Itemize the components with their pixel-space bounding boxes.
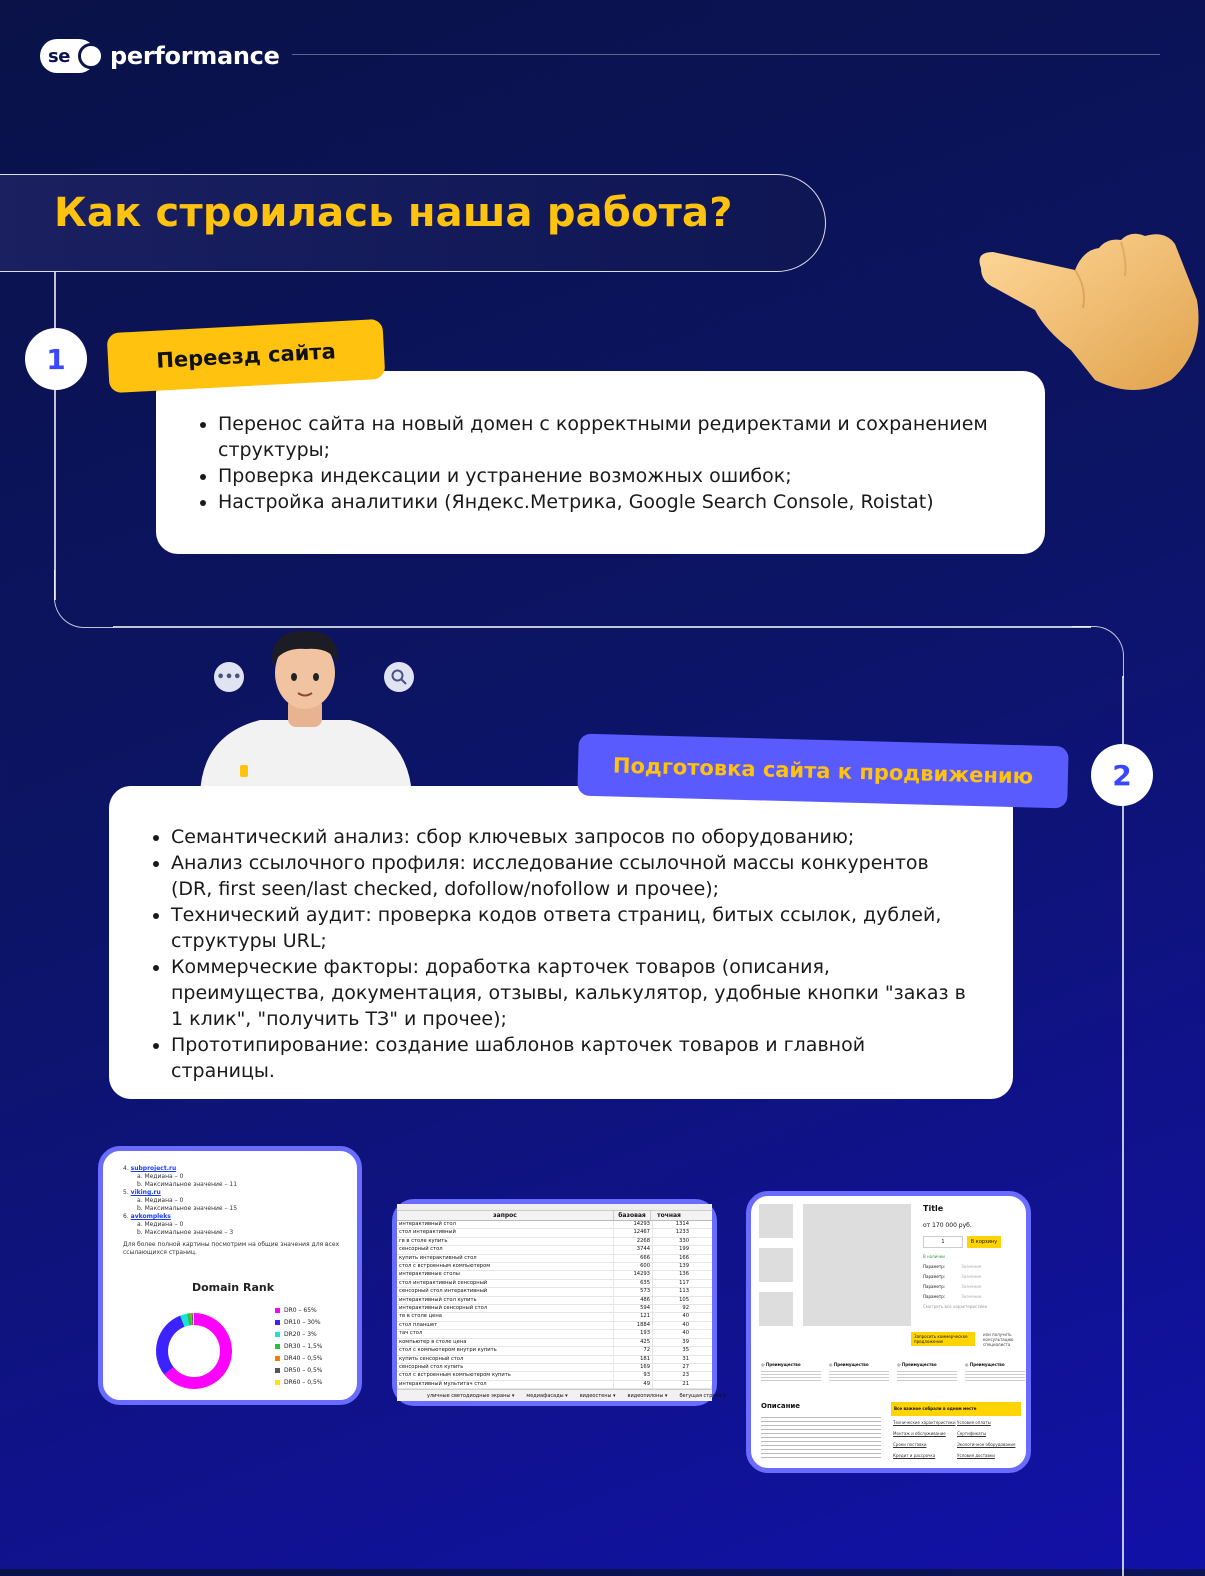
person-illustration [190, 625, 420, 795]
table-cell: 40 [652, 1313, 691, 1320]
table-row [397, 1381, 712, 1389]
legend-label: DR60 – 0,5% [284, 1379, 323, 1386]
step-number: 1 [46, 342, 66, 376]
info-link[interactable]: Монтаж и обслуживание [893, 1431, 946, 1436]
advantage-item [897, 1362, 957, 1383]
table-row [397, 1297, 712, 1305]
product-params [923, 1264, 981, 1304]
list-item: • Коммерческие факторы: доработка карточек товаров (описания, преимущества, документация, отзывы, калькулятор, удобные кнопки "заказ в 1 клик", "получить ТЗ" и прочее); [171, 954, 973, 1032]
table-row [397, 1280, 712, 1288]
table-cell: 121 [613, 1313, 652, 1320]
list-sub-item: a. Медиана – 0 [137, 1197, 184, 1204]
table-cell: 1884 [613, 1322, 652, 1329]
table-cell: 3744 [613, 1246, 652, 1253]
spreadsheet-thumbnail [392, 1199, 726, 1406]
step-label-text: Подготовка сайта к продвижению [612, 753, 1034, 789]
advantage-title: ◎ Преимущество [829, 1362, 869, 1367]
table-row [397, 1347, 712, 1355]
step-number-badge [25, 328, 87, 390]
all-specs-link[interactable]: Смотреть все характеристики [923, 1304, 988, 1309]
table-cell: 92 [652, 1305, 691, 1312]
info-link[interactable]: Кредит и рассрочка [893, 1453, 936, 1458]
domain-rank-donut [149, 1306, 239, 1396]
step-list [196, 411, 1005, 515]
table-cell: стол с встроенным компьютером [399, 1263, 491, 1270]
table-row [397, 1305, 712, 1313]
consult-text: или получить консультацию специалиста [983, 1332, 1014, 1347]
connector-curve [54, 570, 114, 628]
table-cell: стол интерактивный сенсорный [399, 1279, 488, 1286]
param-row [923, 1274, 981, 1279]
header-divider [292, 54, 1160, 55]
table-cell: стол планшет [399, 1321, 438, 1328]
advantage-text [897, 1369, 957, 1383]
list-sub-item: b. Максимальное значение – 15 [137, 1205, 238, 1212]
table-cell: 93 [613, 1372, 652, 1379]
param-row [923, 1264, 981, 1269]
table-row [397, 1246, 712, 1254]
brand-logo [40, 38, 280, 74]
table-cell: 425 [613, 1339, 652, 1346]
connector-line [54, 390, 56, 600]
list-number: 5. [123, 1189, 129, 1196]
image-placeholder [759, 1204, 793, 1238]
table-cell: сенсорный стол интерактивный [399, 1288, 488, 1295]
legend-label: DR0 – 65% [284, 1307, 317, 1314]
sheet-tab[interactable]: бегущая строка ▾ [679, 1392, 726, 1399]
table-cell: интерактивный сенсорный стол [399, 1305, 488, 1312]
table-row [397, 1288, 712, 1296]
more-icon: ••• [214, 662, 244, 692]
chart-title: Domain Rank [191, 1281, 275, 1294]
table-cell: 49 [613, 1381, 652, 1388]
table-cell: 181 [613, 1356, 652, 1363]
step-card [156, 371, 1045, 554]
logo-circle-icon [78, 43, 104, 69]
param-value: Значение [961, 1284, 982, 1289]
description-heading: Описание [761, 1402, 801, 1410]
connector-line [54, 272, 56, 330]
table-cell: 31 [652, 1356, 691, 1363]
stock-status: В наличии [923, 1254, 945, 1259]
table-cell: стол с встроенным компьютером купить [399, 1372, 511, 1379]
sheet-tab[interactable]: видеостены ▾ [579, 1392, 616, 1399]
advantage-title: ◎ Преимущество [965, 1362, 1005, 1367]
table-row [397, 1229, 712, 1237]
legend-swatch [275, 1320, 280, 1325]
legend-item [275, 1367, 322, 1374]
pointing-hand-icon [975, 230, 1205, 400]
report-list-item [123, 1165, 343, 1189]
site-link[interactable]: subproject.ru [130, 1165, 177, 1172]
list-item: • Проверка индексации и устранение возможных ошибок; [218, 463, 1005, 489]
table-cell: 14293 [613, 1271, 652, 1278]
table-cell: 1314 [652, 1221, 691, 1228]
quantity-stepper[interactable]: 1 [923, 1236, 963, 1248]
legend-swatch [275, 1344, 280, 1349]
table-cell: 573 [613, 1288, 652, 1295]
info-link[interactable]: Экологичное оборудование [957, 1442, 1016, 1447]
table-row [397, 1339, 712, 1347]
legend-item [275, 1319, 322, 1326]
table-cell: 113 [652, 1288, 691, 1295]
table-cell: стол интерактивный [399, 1229, 456, 1236]
table-cell: 136 [652, 1271, 691, 1278]
report-list-item [123, 1189, 343, 1213]
step-list [149, 824, 973, 1084]
table-cell: 1233 [652, 1229, 691, 1236]
table-cell: 635 [613, 1280, 652, 1287]
list-sub-item: a. Медиана – 0 [137, 1173, 184, 1180]
connector-curve [1072, 626, 1124, 678]
report-list [123, 1165, 343, 1237]
param-label: Параметр: [923, 1294, 946, 1299]
legend-label: DR30 – 1,5% [284, 1343, 323, 1350]
legend-label: DR20 – 3% [284, 1331, 317, 1338]
table-cell: компьютер в столе цена [399, 1338, 467, 1345]
table-row [397, 1263, 712, 1271]
info-link[interactable]: Условия доставки [957, 1453, 995, 1458]
param-row [923, 1284, 981, 1289]
advantage-text [761, 1369, 821, 1383]
site-link[interactable]: viking.ru [130, 1189, 161, 1196]
list-item: • Настройка аналитики (Яндекс.Метрика, Google Search Console, Roistat) [218, 489, 1005, 515]
image-placeholder [759, 1292, 793, 1326]
table-cell: 166 [652, 1255, 691, 1262]
legend-item [275, 1331, 322, 1338]
step-number-badge [1091, 744, 1153, 806]
legend-swatch [275, 1380, 280, 1385]
table-cell: 72 [613, 1347, 652, 1354]
table-cell: 39 [652, 1339, 691, 1346]
info-block-title: Все важное собрали в одном месте [891, 1402, 1021, 1416]
table-cell: 193 [613, 1330, 652, 1337]
product-title: Title [923, 1204, 944, 1213]
image-main-placeholder [803, 1204, 911, 1326]
table-cell: 40 [652, 1322, 691, 1329]
list-sub-item: a. Медиана – 0 [137, 1221, 184, 1228]
table-row [397, 1271, 712, 1279]
table-cell: 35 [652, 1347, 691, 1354]
table-cell: 330 [652, 1238, 691, 1245]
advantage-text [829, 1369, 889, 1383]
table-cell: интерактивный стол [399, 1221, 456, 1227]
table-row [397, 1255, 712, 1263]
table-cell: интерактивный мультитач стол [399, 1380, 487, 1387]
table-row [397, 1322, 712, 1330]
table-cell: стол с компьютером внутри купить [399, 1347, 497, 1354]
table-cell: купить сенсорный стол [399, 1355, 464, 1362]
advantage-title: ◎ Преимущество [897, 1362, 937, 1367]
legend-label: DR50 – 0,5% [284, 1367, 323, 1374]
sheet-header-cell: точная [650, 1211, 687, 1220]
legend-item [275, 1343, 322, 1350]
info-links [893, 1420, 1021, 1458]
table-row [397, 1313, 712, 1321]
legend-swatch [275, 1368, 280, 1373]
list-item: • Прототипирование: создание шаблонов карточек товаров и главной страницы. [171, 1032, 973, 1084]
param-row [923, 1294, 981, 1299]
table-row [397, 1372, 712, 1380]
table-cell: 12467 [613, 1229, 652, 1236]
sheet-header-cell: запрос [493, 1212, 517, 1219]
table-cell: 594 [613, 1305, 652, 1312]
step-label-text: Переезд сайта [155, 339, 337, 373]
request-offer-button[interactable]: Запросить коммерческое предложение [911, 1332, 975, 1346]
table-cell: 27 [652, 1364, 691, 1371]
legend-item [275, 1307, 322, 1314]
legend-label: DR10 – 30% [284, 1319, 321, 1326]
param-value: Значение [961, 1274, 982, 1279]
report-note: Для более полной картины посмотрим на общие значения для всех ссылающихся страниц. [123, 1241, 340, 1256]
chart-legend [275, 1307, 322, 1391]
table-cell: интерактивные столы [399, 1271, 460, 1278]
sheet-tab[interactable]: уличные светодиодные экраны ▾ [427, 1392, 515, 1399]
table-cell: 600 [613, 1263, 652, 1270]
step-label [577, 734, 1068, 809]
param-label: Параметр: [923, 1264, 946, 1269]
legend-swatch [275, 1332, 280, 1337]
table-row [397, 1364, 712, 1372]
legend-swatch [275, 1356, 280, 1361]
table-cell: 14293 [613, 1221, 652, 1228]
param-label: Параметр: [923, 1274, 946, 1279]
table-cell: тач стол [399, 1330, 423, 1337]
table-row [397, 1238, 712, 1246]
prototype-thumbnail [746, 1191, 1031, 1473]
table-cell: 117 [652, 1280, 691, 1287]
sheet-column-bar [397, 1204, 712, 1211]
list-number: 6. [123, 1213, 129, 1220]
advantage-text [965, 1369, 1025, 1383]
advantage-item [829, 1362, 889, 1383]
param-value: Значение [961, 1294, 982, 1299]
sheet-tab[interactable]: видеопилоны ▾ [627, 1392, 668, 1399]
list-item: • Семантический анализ: сбор ключевых запросов по оборудованию; [171, 824, 973, 850]
report-thumbnail [98, 1146, 362, 1405]
legend-item [275, 1379, 322, 1386]
sheet-tab[interactable]: медиафасады ▾ [526, 1392, 568, 1399]
legend-label: DR40 – 0,5% [284, 1355, 323, 1362]
info-link[interactable]: Сертификаты [957, 1431, 987, 1436]
table-row [397, 1356, 712, 1364]
table-cell: 105 [652, 1297, 691, 1304]
table-cell: 21 [652, 1381, 691, 1388]
table-cell: сенсорный стол [399, 1246, 443, 1253]
param-value: Значение [961, 1264, 982, 1269]
list-item: • Технический аудит: проверка кодов ответа страниц, битых ссылок, дублей, структуры URL; [171, 902, 973, 954]
add-to-cart-button[interactable]: В корзину [967, 1236, 1001, 1248]
table-row [397, 1330, 712, 1338]
logo-word: performance [110, 42, 280, 70]
step-number: 2 [1112, 758, 1132, 792]
logo-se-text: se [48, 45, 70, 67]
table-cell: тв в столе цена [399, 1313, 442, 1320]
site-link[interactable]: avkompleks [130, 1213, 171, 1220]
sheet-tabs [397, 1389, 726, 1401]
page-title: Как строилась наша работа? [54, 190, 733, 236]
param-label: Параметр: [923, 1284, 946, 1289]
list-item: • Перенос сайта на новый домен с корректными редиректами и сохранением структуры; [218, 411, 1005, 463]
legend-item [275, 1355, 322, 1362]
table-cell: купить интерактивный стол [399, 1254, 477, 1261]
description-text [761, 1414, 881, 1458]
table-cell: сенсорный стол купить [399, 1363, 464, 1370]
table-cell: гв в столе купить [399, 1237, 448, 1244]
list-sub-item: b. Максимальное значение – 3 [137, 1229, 234, 1236]
table-cell: интерактивный стол купить [399, 1296, 477, 1303]
sheet-header-cell: базовая [613, 1211, 650, 1220]
table-cell: 199 [652, 1246, 691, 1253]
list-item: • Анализ ссылочного профиля: исследование ссылочной массы конкурентов (DR, first seen/last checked, dofollow/nofollow и прочее); [171, 850, 973, 902]
list-number: 4. [123, 1165, 129, 1172]
donut-slice [156, 1316, 185, 1375]
image-placeholder [759, 1248, 793, 1282]
step-card [109, 786, 1013, 1099]
table-cell: 2268 [613, 1238, 652, 1245]
advantages-row [761, 1362, 1025, 1383]
advantage-item [965, 1362, 1025, 1383]
table-cell: 139 [652, 1263, 691, 1270]
connector-line [1122, 806, 1124, 1576]
advantage-item [761, 1362, 821, 1383]
info-link[interactable]: Условия оплаты [957, 1420, 991, 1425]
logo-badge [40, 39, 96, 73]
info-link[interactable]: Технические характеристики [893, 1420, 956, 1425]
table-cell: 40 [652, 1330, 691, 1337]
sheet-rows [397, 1221, 712, 1389]
product-price: от 170 000 руб. [923, 1222, 972, 1229]
info-link[interactable]: Сроки поставки [893, 1442, 927, 1447]
table-cell: 23 [652, 1372, 691, 1379]
legend-swatch [275, 1308, 280, 1313]
table-cell: 486 [613, 1297, 652, 1304]
table-cell: 169 [613, 1364, 652, 1371]
advantage-title: ◎ Преимущество [761, 1362, 801, 1367]
sheet-header [397, 1211, 712, 1221]
report-list-item [123, 1213, 343, 1237]
connector-line [1122, 676, 1124, 744]
table-cell: 666 [613, 1255, 652, 1262]
list-sub-item: b. Максимальное значение – 11 [137, 1181, 238, 1188]
